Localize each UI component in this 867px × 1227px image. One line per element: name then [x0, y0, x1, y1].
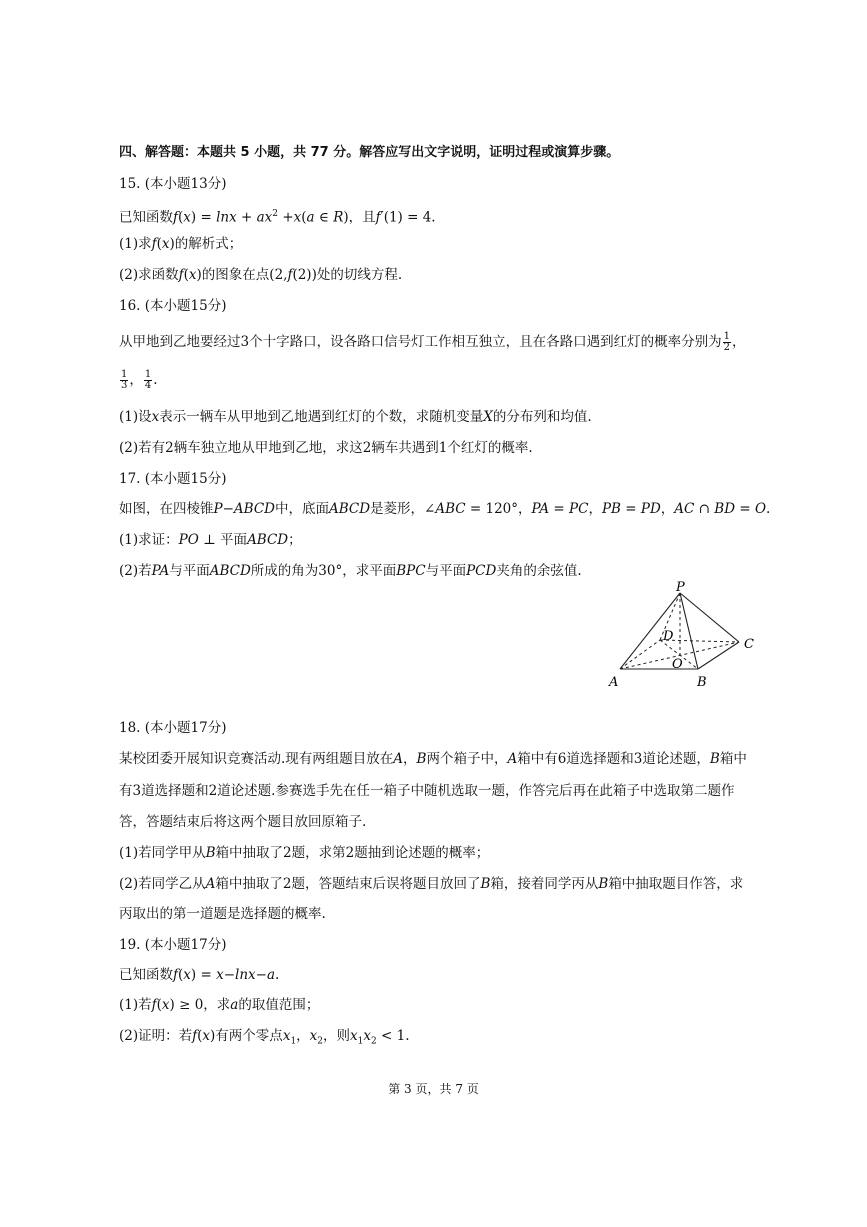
q16-stem-line2: $\frac{1}{3}$ ， $\frac{1}{4}$ . — [121, 369, 158, 391]
edge-PB — [680, 593, 698, 669]
q18-stem-line3: 答，答题结束后将这两个题目放回原箱子. — [119, 814, 367, 830]
pyramid-figure — [600, 580, 770, 690]
fraction-one-third: $\frac{1}{3}$ — [121, 369, 128, 391]
q16-part1: (1)设x表示一辆车从甲地到乙地遇到红灯的个数，求随机变量X的分布列和均值. — [119, 409, 592, 425]
edge-BC — [698, 642, 739, 669]
label-D: D — [663, 629, 674, 644]
label-A: A — [609, 675, 619, 690]
q18-part1: (1)若同学甲从B箱中抽取了2题，求第2题抽到论述题的概率； — [119, 845, 490, 861]
q16-stem-line1: 从甲地到乙地要经过3个十字路口，设各路口信号灯工作相互独立，且在各路口遇到红灯的概率分别为 $\frac{1}{2}$ ， — [119, 331, 746, 353]
q17-header: 17. (本小题15分) — [119, 471, 227, 487]
q19-header: 19. (本小题17分) — [119, 937, 227, 953]
q18-stem-line2: 有3道选择题和2道论述题.参赛选手先在任一箱子中随机选取一题，作答完后再在此箱子中选取第二题作 — [119, 783, 735, 799]
fraction-one-quarter: $\frac{1}{4}$ — [144, 369, 152, 391]
label-O: O — [672, 657, 683, 672]
q15-part1: (1)求f(x)的解析式； — [119, 236, 243, 252]
q15-header: 15. (本小题13分) — [119, 176, 227, 192]
label-P: P — [676, 580, 685, 595]
label-C: C — [744, 637, 754, 652]
q18-part2-line1: (2)若同学乙从A箱中抽取了2题，答题结束后误将题目放回了B箱，接着同学丙从B箱中抽取题目作答，求 — [119, 876, 744, 892]
q17-part2: (2)若PA与平面ABCD所成的角为30°，求平面BPC与平面PCD夹角的余弦值. — [119, 563, 582, 579]
q19-stem: 已知函数f(x) = x−lnx−a. — [119, 967, 280, 983]
section-heading: 四、解答题：本题共 5 小题，共 77 分。解答应写出文字说明，证明过程或演算步骤。 — [119, 145, 620, 160]
q18-part2-line2: 丙取出的第一道题是选择题的概率. — [119, 906, 326, 922]
q18-stem-line1: 某校团委开展知识竞赛活动.现有两组题目放在A，B两个箱子中，A箱中有6道选择题和3道论述题，B箱中 — [119, 751, 747, 767]
q17-stem: 如图，在四棱锥P−ABCD中，底面ABCD是菱形，∠ABC = 120°，PA = PC，PB = PD，AC ∩ BD = O. — [119, 501, 771, 517]
edge-PC — [680, 593, 739, 642]
q17-part1: (1)求证：PO ⊥ 平面ABCD； — [119, 532, 302, 548]
q15-part2: (2)求函数f(x)的图象在点(2,f(2))处的切线方程. — [119, 267, 403, 283]
q15-stem: 已知函数$f(x) = \ln x + ax^2 +x(a$ ∈ R)，且f′(1) = 4. — [119, 209, 436, 226]
q19-part2: (2)证明：若f(x)有两个零点$x_1$，$x_2$，则$x_1x_2 < 1$. — [119, 1028, 410, 1047]
q16-part2: (2)若有2辆车独立地从甲地到乙地，求这2辆车共遇到1个红灯的概率. — [119, 440, 533, 456]
fraction-one-half: $\frac{1}{2}$ — [723, 331, 730, 353]
label-B: B — [697, 675, 707, 690]
page-footer: 第 3 页，共 7 页 — [388, 1082, 479, 1096]
q16-header: 16. (本小题15分) — [119, 298, 227, 314]
q18-header: 18. (本小题17分) — [119, 720, 227, 736]
q19-part1: (1)若f(x) ≥ 0，求a的取值范围； — [119, 997, 320, 1013]
